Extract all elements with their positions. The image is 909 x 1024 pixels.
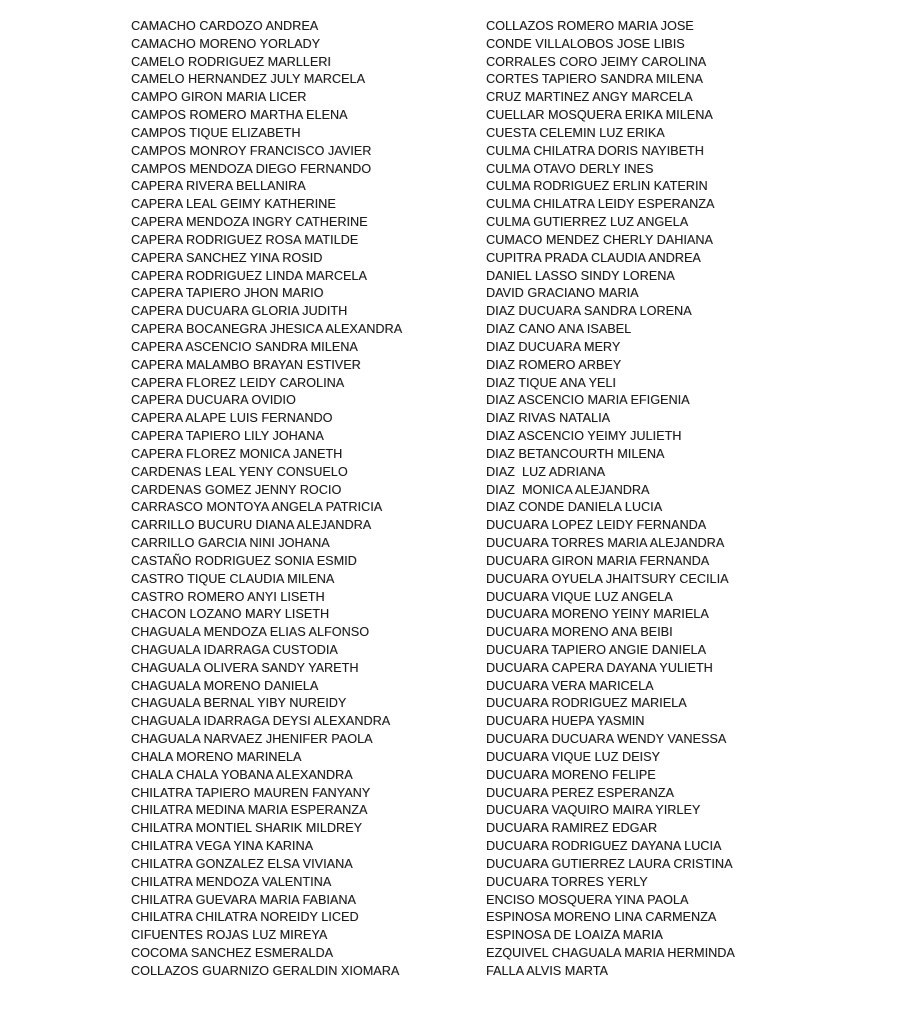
name-entry: CAMELO HERNANDEZ JULY MARCELA (131, 72, 366, 87)
name-entry: DANIEL LASSO SINDY LORENA (486, 268, 675, 283)
name-entry: CORTES TAPIERO SANDRA MILENA (486, 72, 703, 87)
name-entry: CARRILLO BUCURU DIANA ALEJANDRA (131, 518, 372, 533)
name-entry: CAPERA FLOREZ MONICA JANETH (131, 446, 343, 461)
name-entry: DUCUARA GIRON MARIA FERNANDA (486, 553, 710, 568)
name-entry: CARDENAS LEAL YENY CONSUELO (131, 464, 348, 479)
name-entry: CAPERA ALAPE LUIS FERNANDO (131, 411, 333, 426)
name-entry: DUCUARA TAPIERO ANGIE DANIELA (486, 642, 707, 657)
name-entry: CUESTA CELEMIN LUZ ERIKA (486, 125, 665, 140)
name-entry: CAMELO RODRIGUEZ MARLLERI (131, 54, 331, 69)
name-entry: CULMA RODRIGUEZ ERLIN KATERIN (486, 179, 708, 194)
name-entry: DUCUARA VIQUE LUZ ANGELA (486, 589, 673, 604)
name-entry: DIAZ ASCENCIO MARIA EFIGENIA (486, 393, 690, 408)
name-entry: CASTRO TIQUE CLAUDIA MILENA (131, 571, 335, 586)
right-name-column (486, 18, 886, 981)
name-entry: DIAZ LUZ ADRIANA (486, 464, 606, 479)
name-entry: EZQUIVEL CHAGUALA MARIA HERMINDA (486, 946, 735, 961)
name-entry: CAPERA RIVERA BELLANIRA (131, 179, 306, 194)
name-entry: DUCUARA MORENO ANA BEIBI (486, 625, 673, 640)
name-entry: CASTAÑO RODRIGUEZ SONIA ESMID (131, 553, 357, 568)
name-entry: DIAZ CANO ANA ISABEL (486, 322, 632, 337)
name-entry: CHAGUALA MENDOZA ELIAS ALFONSO (131, 625, 370, 640)
name-entry: CHAGUALA OLIVERA SANDY YARETH (131, 660, 359, 675)
name-entry: DIAZ CONDE DANIELA LUCIA (486, 500, 663, 515)
name-entry: CHILATRA GONZALEZ ELSA VIVIANA (131, 856, 353, 871)
name-entry: CULMA CHILATRA DORIS NAYIBETH (486, 143, 704, 158)
name-entry: CUMACO MENDEZ CHERLY DAHIANA (486, 232, 713, 247)
name-entry: DIAZ ASCENCIO YEIMY JULIETH (486, 429, 682, 444)
name-entry: CULMA CHILATRA LEIDY ESPERANZA (486, 197, 715, 212)
name-entry: CAPERA MENDOZA INGRY CATHERINE (131, 215, 368, 230)
name-entry: CHILATRA TAPIERO MAUREN FANYANY (131, 785, 371, 800)
name-entry: DIAZ BETANCOURTH MILENA (486, 446, 665, 461)
name-entry: DIAZ DUCUARA MERY (486, 339, 621, 354)
name-entry: CHALA CHALA YOBANA ALEXANDRA (131, 767, 353, 782)
name-entry: CAPERA BOCANEGRA JHESICA ALEXANDRA (131, 322, 403, 337)
name-entry: CHILATRA MONTIEL SHARIK MILDREY (131, 821, 363, 836)
name-entry: CRUZ MARTINEZ ANGY MARCELA (486, 90, 693, 105)
name-entry: CAMACHO MORENO YORLADY (131, 36, 321, 51)
name-entry: DIAZ RIVAS NATALIA (486, 411, 611, 426)
name-entry: CAPERA FLOREZ LEIDY CAROLINA (131, 375, 345, 390)
name-entry: CHILATRA CHILATRA NOREIDY LICED (131, 910, 359, 925)
name-entry: DUCUARA VERA MARICELA (486, 678, 654, 693)
name-entry: DUCUARA TORRES YERLY (486, 874, 648, 889)
name-entry: DUCUARA MORENO YEINY MARIELA (486, 607, 709, 622)
name-entry: DIAZ DUCUARA SANDRA LORENA (486, 304, 692, 319)
name-entry: CAMACHO CARDOZO ANDREA (131, 19, 319, 33)
name-entry: DIAZ ROMERO ARBEY (486, 357, 622, 372)
name-entry: CHAGUALA BERNAL YIBY NUREIDY (131, 696, 347, 711)
name-entry: DIAZ TIQUE ANA YELI (486, 375, 616, 390)
name-entry: CAPERA ASCENCIO SANDRA MILENA (131, 339, 358, 354)
name-entry: DUCUARA RODRIGUEZ MARIELA (486, 696, 687, 711)
name-entry: CHILATRA MEDINA MARIA ESPERANZA (131, 803, 368, 818)
name-entry: CHALA MORENO MARINELA (131, 749, 302, 764)
name-entry: CAMPOS MONROY FRANCISCO JAVIER (131, 143, 372, 158)
name-entry: CUPITRA PRADA CLAUDIA ANDREA (486, 250, 701, 265)
name-entry: DAVID GRACIANO MARIA (486, 286, 639, 301)
name-entry: CHAGUALA MORENO DANIELA (131, 678, 319, 693)
name-entry: CHILATRA VEGA YINA KARINA (131, 839, 314, 854)
name-entry: DUCUARA DUCUARA WENDY VANESSA (486, 732, 727, 747)
name-entry: DUCUARA RAMIREZ EDGAR (486, 821, 658, 836)
name-entry: CHAGUALA NARVAEZ JHENIFER PAOLA (131, 732, 373, 747)
name-entry: FALLA ALVIS MARTA (486, 963, 608, 978)
name-entry: CONDE VILLALOBOS JOSE LIBIS (486, 36, 685, 51)
name-entry: CAPERA LEAL GEIMY KATHERINE (131, 197, 336, 212)
name-entry: DUCUARA TORRES MARIA ALEJANDRA (486, 536, 725, 551)
name-entry: DUCUARA VAQUIRO MAIRA YIRLEY (486, 803, 701, 818)
name-entry: CULMA GUTIERREZ LUZ ANGELA (486, 215, 689, 230)
name-entry: COLLAZOS GUARNIZO GERALDIN XIOMARA (131, 963, 400, 978)
name-entry: DUCUARA MORENO FELIPE (486, 767, 656, 782)
name-entry: CARRASCO MONTOYA ANGELA PATRICIA (131, 500, 383, 515)
name-entry: CAMPOS TIQUE ELIZABETH (131, 125, 301, 140)
name-entry: CAPERA TAPIERO JHON MARIO (131, 286, 324, 301)
name-entry: DUCUARA HUEPA YASMIN (486, 714, 645, 729)
name-entry: DUCUARA LOPEZ LEIDY FERNANDA (486, 518, 707, 533)
name-entry: DUCUARA OYUELA JHAITSURY CECILIA (486, 571, 729, 586)
name-entry: DIAZ MONICA ALEJANDRA (486, 482, 650, 497)
name-entry: CASTRO ROMERO ANYI LISETH (131, 589, 325, 604)
name-entry: CAPERA RODRIGUEZ LINDA MARCELA (131, 268, 367, 283)
name-entry: CAMPOS MENDOZA DIEGO FERNANDO (131, 161, 372, 176)
name-entry: COCOMA SANCHEZ ESMERALDA (131, 946, 334, 961)
name-entry: CARRILLO GARCIA NINI JOHANA (131, 536, 330, 551)
name-entry: DUCUARA VIQUE LUZ DEISY (486, 749, 660, 764)
name-entry: CAMPO GIRON MARIA LICER (131, 90, 307, 105)
name-entry: CARDENAS GOMEZ JENNY ROCIO (131, 482, 342, 497)
name-entry: CHACON LOZANO MARY LISETH (131, 607, 330, 622)
name-entry: CIFUENTES ROJAS LUZ MIREYA (131, 928, 328, 943)
name-entry: CHAGUALA IDARRAGA DEYSI ALEXANDRA (131, 714, 391, 729)
name-entry: CAPERA DUCUARA GLORIA JUDITH (131, 304, 348, 319)
name-entry: CHILATRA GUEVARA MARIA FABIANA (131, 892, 356, 907)
name-entry: COLLAZOS ROMERO MARIA JOSE (486, 19, 694, 33)
name-entry: CUELLAR MOSQUERA ERIKA MILENA (486, 108, 713, 123)
name-entry: CAPERA MALAMBO BRAYAN ESTIVER (131, 357, 361, 372)
name-entry: DUCUARA GUTIERREZ LAURA CRISTINA (486, 856, 733, 871)
name-entry: DUCUARA PEREZ ESPERANZA (486, 785, 674, 800)
name-entry: CAPERA DUCUARA OVIDIO (131, 393, 296, 408)
name-entry: CORRALES CORO JEIMY CAROLINA (486, 54, 707, 69)
name-entry: CAPERA TAPIERO LILY JOHANA (131, 429, 324, 444)
name-entry: CAPERA RODRIGUEZ ROSA MATILDE (131, 232, 359, 247)
name-entry: CHAGUALA IDARRAGA CUSTODIA (131, 642, 338, 657)
name-entry: CHILATRA MENDOZA VALENTINA (131, 874, 332, 889)
name-entry: CULMA OTAVO DERLY INES (486, 161, 654, 176)
name-entry: ENCISO MOSQUERA YINA PAOLA (486, 892, 689, 907)
left-name-column (131, 18, 461, 981)
name-entry: ESPINOSA MORENO LINA CARMENZA (486, 910, 717, 925)
name-entry: ESPINOSA DE LOAIZA MARIA (486, 928, 663, 943)
name-entry: CAPERA SANCHEZ YINA ROSID (131, 250, 323, 265)
name-entry: DUCUARA RODRIGUEZ DAYANA LUCIA (486, 839, 722, 854)
name-entry: DUCUARA CAPERA DAYANA YULIETH (486, 660, 713, 675)
name-entry: CAMPOS ROMERO MARTHA ELENA (131, 108, 348, 123)
